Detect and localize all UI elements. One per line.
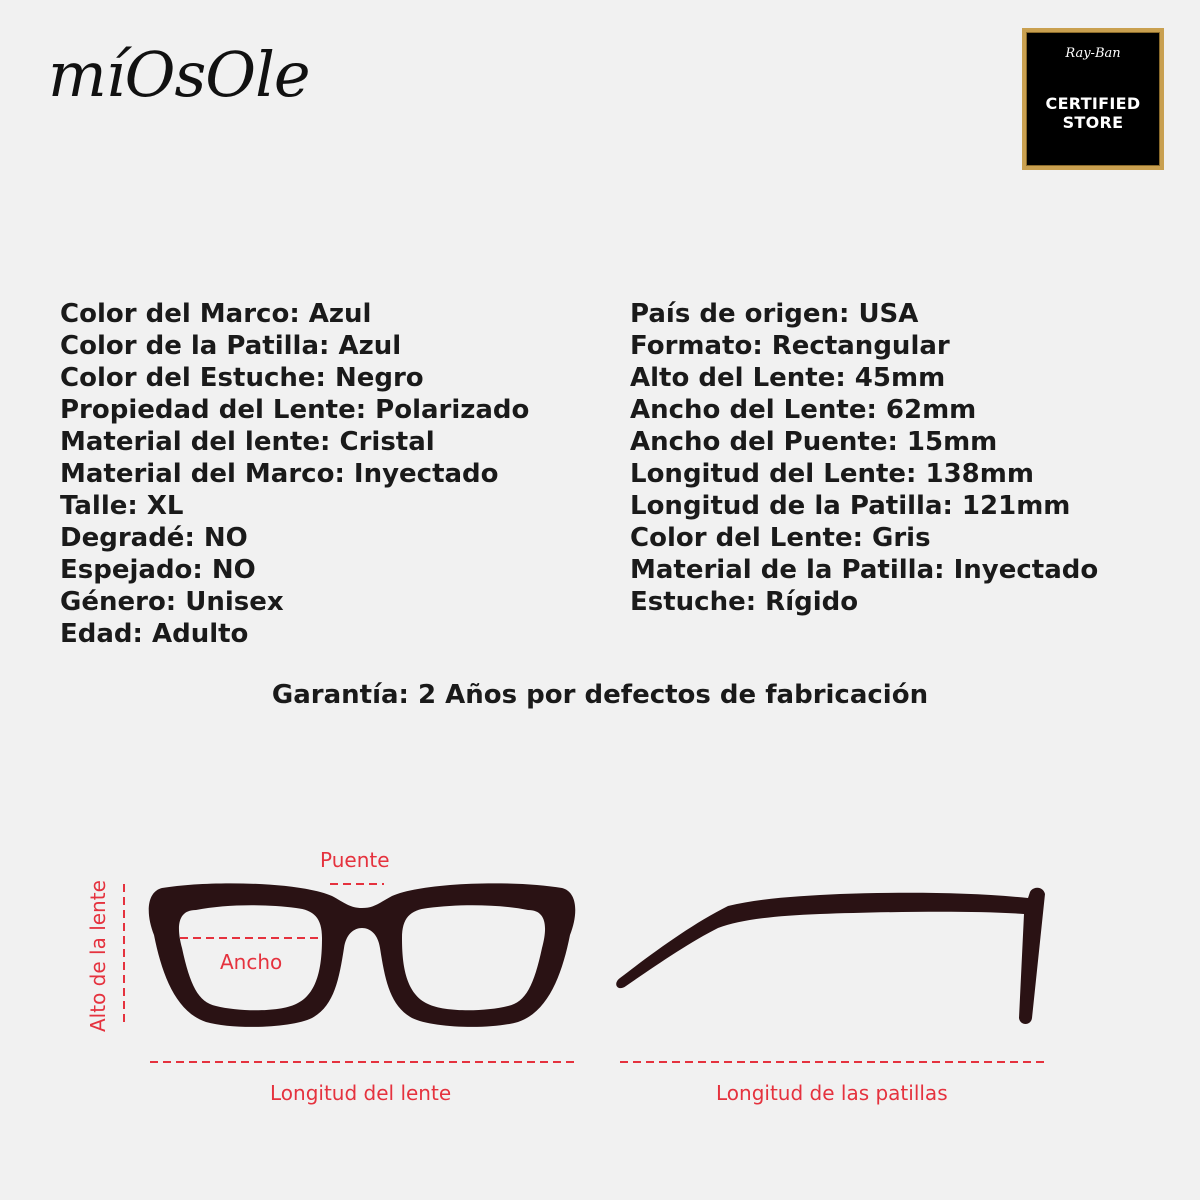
spec-item: Espejado: NO: [60, 555, 256, 585]
spec-item: Color del Estuche: Negro: [60, 363, 424, 393]
miosole-logo: míOsOle: [48, 38, 310, 111]
spec-item: Color del Lente: Gris: [630, 523, 931, 553]
spec-item: Longitud de la Patilla: 121mm: [630, 491, 1071, 521]
spec-item: Alto del Lente: 45mm: [630, 363, 946, 393]
spec-item: Longitud del Lente: 138mm: [630, 459, 1034, 489]
spec-item: Propiedad del Lente: Polarizado: [60, 395, 530, 425]
height-label: Alto de la lente: [86, 880, 110, 1032]
badge-store-text: STORE: [1062, 113, 1124, 132]
temple-length-label: Longitud de las patillas: [716, 1081, 948, 1105]
spec-item: Talle: XL: [60, 491, 184, 521]
lens-length-label: Longitud del lente: [270, 1081, 452, 1105]
spec-item: Género: Unisex: [60, 587, 284, 617]
spec-item: Material de la Patilla: Inyectado: [630, 555, 1099, 585]
spec-item: Estuche: Rígido: [630, 587, 859, 617]
spec-item: País de origen: USA: [630, 299, 919, 329]
bridge-label: Puente: [320, 848, 390, 872]
width-label: Ancho: [220, 950, 283, 974]
spec-item: Color del Marco: Azul: [60, 299, 372, 329]
badge-certified-text: CERTIFIED: [1045, 94, 1141, 113]
glasses-temple-side-icon: [616, 888, 1045, 1024]
spec-item: Degradé: NO: [60, 523, 248, 553]
spec-item: Material del lente: Cristal: [60, 427, 435, 457]
rayban-logo: Ray-Ban: [1065, 46, 1121, 61]
spec-item: Ancho del Puente: 15mm: [630, 427, 998, 457]
glasses-front-frame-icon: [149, 883, 576, 1027]
spec-item: Edad: Adulto: [60, 619, 249, 649]
spec-item: Color de la Patilla: Azul: [60, 331, 402, 361]
warranty-text: Garantía: 2 Años por defectos de fabricación: [271, 680, 929, 710]
spec-item: Material del Marco: Inyectado: [60, 459, 499, 489]
spec-item: Ancho del Lente: 62mm: [630, 395, 977, 425]
spec-item: Formato: Rectangular: [630, 331, 950, 361]
